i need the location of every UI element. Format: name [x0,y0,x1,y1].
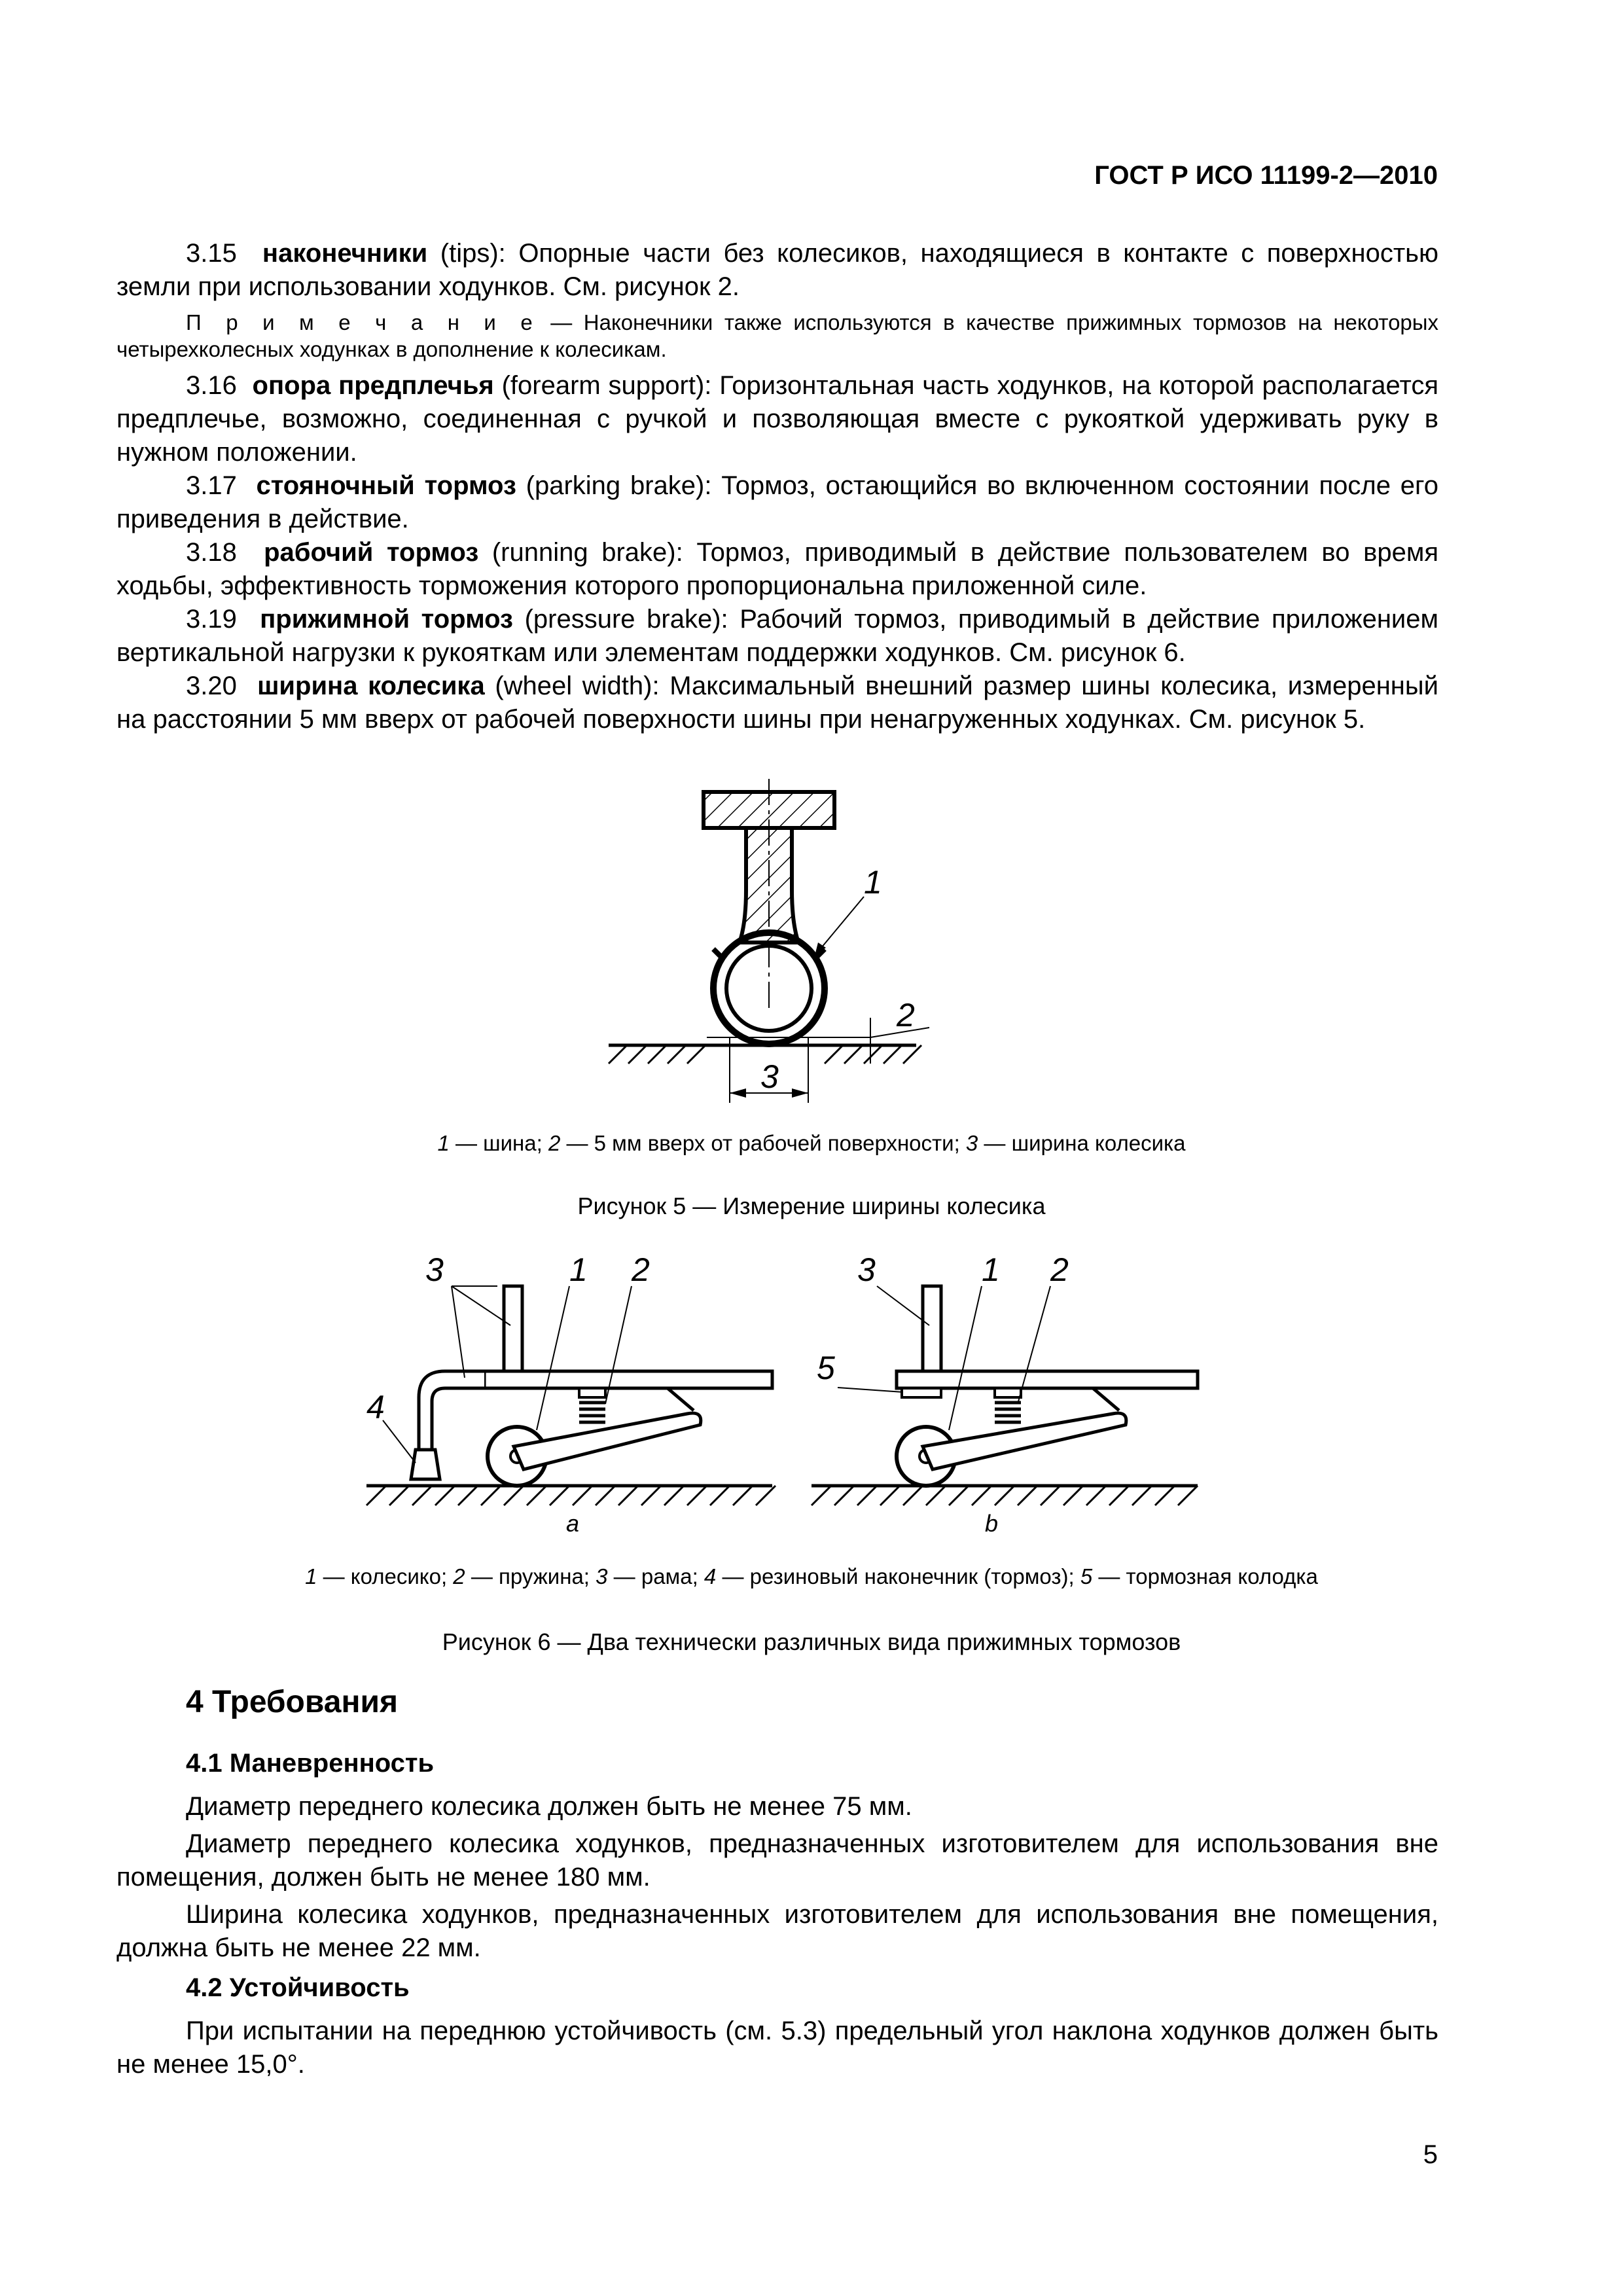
definition-3-18: 3.18 рабочий тормоз (running brake): Тормоз, приводимый в действие пользователем во время ходьбы, эффективность торможения которого пропорциональна приложенной силе. [116,538,1439,600]
fig5-label-1: 1 [864,864,882,901]
fig6a-sublabel: a [566,1510,580,1535]
definition-note: П р и м е ч а н и е — Наконечники также используются в качестве прижимных тормозов на некоторых четырехколесных ходунках в дополнение к колесикам. [116,310,1438,361]
section-4-1-body [116,1790,1438,1965]
fig6a-label-2: 2 [632,1251,650,1288]
figure-5-drawing [589,772,955,1113]
definition-3-15: 3.15 наконечники (tips): Опорные части без колесиков, находящиеся в контакте с поверхностью земли при использовании ходунков. См. рисунок 2. [116,239,1438,301]
fig6a-label-3: 3 [425,1251,444,1288]
fig6a-label-4: 4 [366,1389,385,1426]
fig6b-label-1: 1 [982,1251,1000,1288]
definition-3-20: 3.20 ширина колесика (wheel width): Максимальный внешний размер шины колесика, измеренный на расстоянии 5 мм вверх от рабочей поверхности шины при ненагруженных ходунках. См. рисунок 5. [116,672,1438,734]
fig6a-label-1: 1 [569,1251,588,1288]
fig5-label-2: 2 [897,997,915,1033]
fig6b-label-5: 5 [817,1350,835,1386]
section-4-heading: 4 Требования [186,1685,398,1719]
fig6b-label-3: 3 [857,1251,876,1288]
paragraph: При испытании на переднюю устойчивость (см. 5.3) предельный угол наклона ходунков должен быть не менее 15,0°. [116,2017,1438,2079]
fig5-label-3: 3 [760,1058,779,1095]
figure-6-legend: 1 — колесико; 2 — пружина; 3 — рама; 4 — резиновый наконечник (тормоз); 5 — тормозная колодка [305,1564,1318,1588]
fig6b-sublabel: b [985,1510,999,1535]
figure-6b-drawing [805,1247,1211,1535]
paragraph: Диаметр переднего колесика должен быть не менее 75 мм. [186,1792,912,1821]
figure-5-title: Рисунок 5 — Измерение ширины колесика [577,1193,1046,1219]
subsection-4-1-heading: 4.1 Маневренность [186,1749,435,1778]
figure-6-title: Рисунок 6 — Два технически различных вида прижимных тормозов [442,1628,1181,1655]
subsection-4-2-heading: 4.2 Устойчивость [186,1973,410,2002]
paragraph: Ширина колесика ходунков, предназначенных изготовителем для использования вне помещения, должна быть не менее 22 мм. [116,1900,1438,1962]
page-number: 5 [1423,2140,1438,2169]
fig6b-label-2: 2 [1050,1251,1069,1288]
definition-3-16: 3.16 опора предплечья (forearm support): Горизонтальная часть ходунков, на которой располагается предплечье, возможно, соединенная с ручкой и позволяющая вместе с рукояткой удерживать руку в нужном положении. [116,371,1439,467]
definition-3-19: 3.19 прижимной тормоз (pressure brake): Рабочий тормоз, приводимый в действие приложением вертикальной нагрузки к рукояткам или элементам поддержки ходунков. См. рисунок 6. [116,605,1438,667]
figure-6a-drawing [353,1247,792,1535]
document-id: ГОСТ Р ИСО 11199-2—2010 [1094,161,1438,190]
figure-5-legend: 1 — шина; 2 — 5 мм вверх от рабочей поверхности; 3 — ширина колесика [437,1131,1186,1155]
definition-3-17: 3.17 стояночный тормоз (parking brake): Тормоз, остающийся во включенном состоянии после его приведения в действие. [116,471,1438,533]
paragraph: Диаметр переднего колесика ходунков, предназначенных изготовителем для использования вне помещения, должен быть не менее 180 мм. [116,1829,1438,1892]
section-4-2-body [116,2015,1438,2081]
definitions-block [116,237,1438,736]
